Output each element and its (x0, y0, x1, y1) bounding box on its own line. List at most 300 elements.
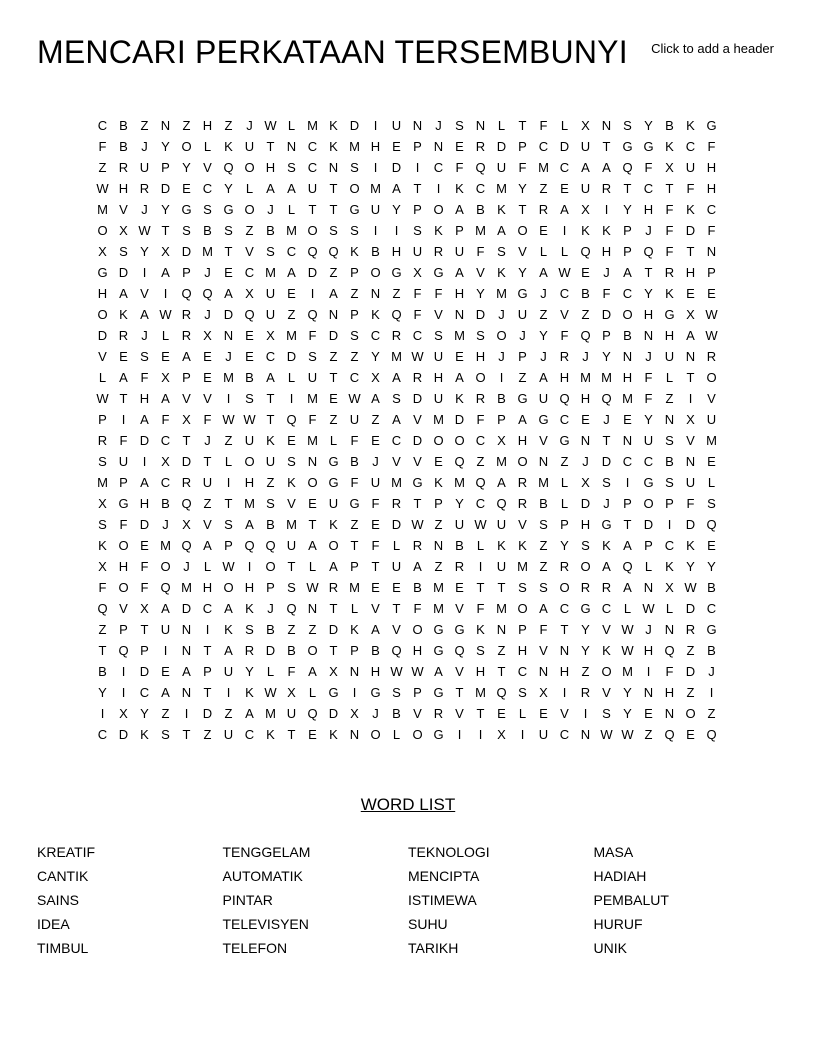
grid-letter: A (686, 328, 695, 343)
grid-letter: T (203, 643, 212, 658)
grid-letter: X (686, 307, 695, 322)
grid-letter: R (181, 307, 192, 322)
grid-letter: W (684, 580, 697, 595)
grid-letter: F (476, 244, 485, 259)
grid-letter: N (370, 286, 381, 301)
grid-letter: J (603, 496, 610, 511)
grid-letter: E (623, 412, 632, 427)
grid-letter: T (497, 664, 506, 679)
grid-letter: E (119, 349, 128, 364)
grid-letter: J (162, 517, 169, 532)
grid-letter: L (560, 244, 569, 259)
word-list-item: MASA (593, 844, 634, 860)
grid-letter: F (140, 370, 149, 385)
grid-letter: S (98, 454, 107, 469)
grid-letter: O (244, 160, 255, 175)
grid-letter: T (560, 622, 569, 637)
grid-letter: P (98, 412, 107, 427)
grid-letter: O (223, 580, 234, 595)
grid-letter: X (119, 706, 128, 721)
grid-letter: N (433, 538, 444, 553)
grid-letter: N (538, 664, 549, 679)
grid-letter: I (499, 370, 504, 385)
grid-letter: Q (454, 454, 465, 469)
grid-letter: P (161, 160, 170, 175)
grid-letter: E (539, 706, 548, 721)
grid-letter: Z (644, 727, 653, 742)
grid-letter: C (559, 160, 570, 175)
grid-letter: H (244, 475, 255, 490)
grid-letter: M (622, 664, 633, 679)
grid-letter: Z (203, 727, 212, 742)
grid-letter: G (391, 265, 402, 280)
grid-letter: A (455, 370, 464, 385)
grid-letter: O (559, 580, 570, 595)
word-list-title: WORD LIST (360, 795, 456, 814)
grid-letter: Z (560, 454, 569, 469)
grid-letter: N (580, 727, 591, 742)
grid-letter: Q (328, 244, 339, 259)
grid-letter: Y (623, 202, 632, 217)
grid-letter: F (707, 139, 716, 154)
grid-letter: G (706, 622, 717, 637)
grid-letter: V (203, 160, 212, 175)
grid-letter: M (286, 328, 297, 343)
grid-letter: M (454, 328, 465, 343)
grid-letter: Q (475, 475, 486, 490)
grid-letter: C (559, 286, 570, 301)
grid-letter: D (139, 664, 150, 679)
grid-letter: Z (98, 160, 107, 175)
grid-letter: V (518, 244, 527, 259)
grid-letter: S (392, 391, 401, 406)
grid-letter: U (307, 181, 318, 196)
grid-letter: Z (266, 475, 275, 490)
grid-letter: K (602, 643, 611, 658)
grid-letter: K (665, 559, 674, 574)
grid-letter: L (245, 181, 254, 196)
grid-letter: V (455, 601, 464, 616)
grid-letter: V (476, 265, 485, 280)
grid-letter: E (581, 265, 590, 280)
grid-letter: Q (622, 160, 633, 175)
grid-letter: L (665, 370, 674, 385)
grid-letter: L (329, 433, 338, 448)
grid-letter: M (433, 412, 444, 427)
grid-letter: T (623, 181, 632, 196)
grid-letter: H (139, 496, 150, 511)
grid-letter: A (602, 559, 611, 574)
grid-letter: X (182, 412, 191, 427)
grid-letter: M (286, 223, 297, 238)
grid-letter: O (265, 559, 276, 574)
grid-letter: K (266, 727, 275, 742)
grid-letter: I (184, 706, 189, 721)
grid-letter: B (413, 580, 422, 595)
grid-letter: A (623, 580, 632, 595)
grid-letter: F (476, 601, 485, 616)
add-header-placeholder[interactable]: Click to add a header (651, 41, 774, 56)
grid-letter: J (204, 307, 211, 322)
grid-letter: Y (245, 664, 254, 679)
grid-letter: N (349, 664, 360, 679)
grid-letter: R (475, 139, 486, 154)
grid-letter: Q (601, 391, 612, 406)
grid-letter: T (413, 181, 422, 196)
grid-letter: P (623, 496, 632, 511)
grid-letter: Y (455, 496, 464, 511)
grid-letter: D (97, 328, 108, 343)
word-list-item: KREATIF (37, 844, 96, 860)
grid-letter: M (475, 685, 486, 700)
grid-letter: R (244, 643, 255, 658)
grid-letter: C (202, 181, 213, 196)
grid-letter: U (286, 706, 297, 721)
grid-letter: J (645, 349, 652, 364)
grid-letter: Q (244, 307, 255, 322)
grid-letter: Z (245, 223, 254, 238)
grid-letter: R (601, 580, 612, 595)
grid-letter: K (224, 622, 233, 637)
grid-letter: O (181, 139, 192, 154)
grid-letter: C (706, 202, 717, 217)
grid-letter: A (266, 370, 275, 385)
grid-letter: C (265, 349, 276, 364)
grid-letter: A (329, 286, 338, 301)
grid-letter: N (601, 118, 612, 133)
grid-letter: T (182, 727, 191, 742)
grid-letter: D (160, 181, 171, 196)
grid-letter: M (307, 433, 318, 448)
word-list-item: TENGGELAM (222, 844, 311, 860)
grid-letter: E (371, 517, 380, 532)
grid-letter: A (140, 307, 149, 322)
grid-letter: V (602, 622, 611, 637)
grid-letter: T (371, 559, 380, 574)
grid-letter: H (664, 328, 675, 343)
grid-letter: R (517, 475, 528, 490)
grid-letter: E (308, 727, 317, 742)
grid-letter: I (562, 223, 567, 238)
grid-letter: G (349, 496, 360, 511)
grid-letter: J (498, 307, 505, 322)
grid-letter: C (559, 601, 570, 616)
grid-letter: U (391, 559, 402, 574)
grid-letter: I (457, 727, 462, 742)
grid-letter: H (412, 643, 423, 658)
grid-letter: E (224, 265, 233, 280)
grid-letter: J (141, 202, 148, 217)
grid-letter: U (244, 433, 255, 448)
grid-letter: U (538, 391, 549, 406)
word-list-item: TELEFON (222, 940, 288, 956)
grid-letter: J (267, 202, 274, 217)
grid-letter: L (308, 559, 317, 574)
grid-letter: E (371, 580, 380, 595)
grid-letter: K (245, 601, 254, 616)
grid-letter: D (181, 454, 192, 469)
grid-letter: L (623, 601, 632, 616)
grid-letter: E (644, 706, 653, 721)
grid-letter: X (350, 706, 359, 721)
grid-letter: J (141, 328, 148, 343)
grid-letter: H (202, 118, 213, 133)
grid-letter: Z (98, 622, 107, 637)
grid-letter: G (412, 475, 423, 490)
grid-letter: Q (391, 307, 402, 322)
word-list-item: ISTIMEWA (408, 892, 477, 908)
grid-letter: G (538, 412, 549, 427)
grid-letter: R (517, 496, 528, 511)
grid-letter: I (352, 685, 357, 700)
word-list-item: TIMBUL (37, 940, 89, 956)
grid-letter: S (245, 391, 254, 406)
grid-letter: O (517, 601, 528, 616)
grid-letter: G (328, 685, 339, 700)
grid-letter: S (287, 160, 296, 175)
grid-letter: K (686, 118, 695, 133)
grid-letter: G (517, 391, 528, 406)
grid-letter: R (685, 622, 696, 637)
word-list-item: HADIAH (593, 868, 647, 884)
grid-letter: P (182, 265, 191, 280)
grid-letter: K (581, 223, 590, 238)
grid-letter: L (266, 664, 275, 679)
grid-letter: S (455, 118, 464, 133)
grid-letter: D (118, 265, 129, 280)
grid-letter: L (644, 559, 653, 574)
grid-letter: P (203, 664, 212, 679)
grid-letter: F (602, 286, 611, 301)
grid-letter: W (306, 580, 319, 595)
grid-letter: T (308, 517, 317, 532)
grid-letter: N (433, 139, 444, 154)
grid-letter: Z (539, 181, 548, 196)
grid-letter: K (602, 223, 611, 238)
grid-letter: I (121, 664, 126, 679)
grid-letter: Z (203, 496, 212, 511)
grid-letter: J (603, 265, 610, 280)
grid-letter: L (203, 559, 212, 574)
grid-letter: H (706, 181, 717, 196)
grid-letter: W (96, 181, 109, 196)
grid-letter: R (580, 580, 591, 595)
grid-letter: Z (539, 559, 548, 574)
grid-letter: V (539, 433, 548, 448)
grid-letter: I (373, 223, 378, 238)
grid-letter: G (433, 265, 444, 280)
grid-letter: U (223, 727, 234, 742)
grid-letter: B (266, 517, 275, 532)
grid-letter: Q (181, 496, 192, 511)
grid-letter: D (391, 517, 402, 532)
grid-letter: I (436, 181, 441, 196)
grid-letter: Q (559, 391, 570, 406)
grid-letter: E (539, 223, 548, 238)
grid-letter: U (433, 391, 444, 406)
grid-letter: L (287, 202, 296, 217)
grid-letter: H (517, 433, 528, 448)
grid-letter: O (517, 223, 528, 238)
grid-letter: M (244, 496, 255, 511)
grid-letter: L (665, 601, 674, 616)
grid-letter: V (455, 664, 464, 679)
grid-letter: K (434, 223, 443, 238)
grid-letter: G (349, 202, 360, 217)
grid-letter: J (372, 706, 379, 721)
grid-letter: H (601, 244, 612, 259)
grid-letter: Y (140, 706, 149, 721)
grid-letter: S (98, 517, 107, 532)
grid-letter: J (582, 349, 589, 364)
grid-letter: Z (140, 118, 149, 133)
grid-letter: D (580, 496, 591, 511)
grid-letter: G (454, 622, 465, 637)
grid-letter: S (245, 622, 254, 637)
grid-letter: H (244, 580, 255, 595)
grid-letter: O (622, 307, 633, 322)
grid-letter: H (580, 391, 591, 406)
grid-letter: K (434, 475, 443, 490)
grid-letter: M (538, 160, 549, 175)
grid-letter: W (621, 622, 634, 637)
grid-letter: O (643, 496, 654, 511)
grid-letter: Y (140, 244, 149, 259)
grid-letter: O (517, 454, 528, 469)
grid-letter: M (496, 601, 507, 616)
grid-letter: H (706, 160, 717, 175)
grid-letter: I (163, 286, 168, 301)
grid-letter: A (140, 475, 149, 490)
grid-letter: N (664, 706, 675, 721)
grid-letter: G (643, 139, 654, 154)
grid-letter: B (98, 664, 107, 679)
grid-letter: Q (118, 643, 129, 658)
grid-letter: Q (622, 559, 633, 574)
grid-letter: N (538, 454, 549, 469)
grid-letter: J (645, 622, 652, 637)
grid-letter: V (413, 706, 422, 721)
grid-letter: M (97, 475, 108, 490)
grid-letter: K (329, 727, 338, 742)
grid-letter: A (161, 685, 170, 700)
grid-letter: F (203, 412, 212, 427)
grid-letter: P (518, 622, 527, 637)
grid-letter: A (224, 643, 233, 658)
grid-letter: P (350, 265, 359, 280)
grid-letter: R (433, 706, 444, 721)
grid-letter: J (204, 433, 211, 448)
grid-letter: A (161, 601, 170, 616)
grid-letter: F (119, 517, 128, 532)
grid-letter: G (328, 475, 339, 490)
grid-letter: L (203, 139, 212, 154)
grid-letter: J (267, 601, 274, 616)
grid-letter: R (475, 391, 486, 406)
grid-letter: Z (371, 412, 380, 427)
grid-letter: I (646, 664, 651, 679)
grid-letter: R (118, 328, 129, 343)
grid-letter: J (603, 412, 610, 427)
grid-letter: I (688, 391, 693, 406)
word-list-item: PINTAR (222, 892, 273, 908)
grid-letter: R (412, 538, 423, 553)
grid-letter: A (308, 538, 317, 553)
grid-letter: A (182, 349, 191, 364)
grid-letter: Q (454, 643, 465, 658)
page-title: MENCARI PERKATAAN TERSEMBUNYI (37, 34, 628, 70)
grid-letter: D (328, 622, 339, 637)
grid-letter: D (286, 349, 297, 364)
grid-letter: I (478, 559, 483, 574)
grid-letter: A (392, 412, 401, 427)
grid-letter: P (623, 223, 632, 238)
grid-letter: P (518, 349, 527, 364)
grid-letter: T (203, 454, 212, 469)
grid-letter: K (665, 139, 674, 154)
grid-letter: O (307, 475, 318, 490)
grid-letter: P (413, 139, 422, 154)
grid-letter: S (434, 328, 443, 343)
grid-letter: D (391, 160, 402, 175)
grid-letter: U (412, 244, 423, 259)
grid-letter: Y (623, 685, 632, 700)
grid-letter: C (664, 538, 675, 553)
grid-letter: W (411, 517, 424, 532)
grid-letter: J (204, 265, 211, 280)
grid-letter: R (538, 202, 549, 217)
grid-letter: R (328, 580, 339, 595)
grid-letter: R (454, 559, 465, 574)
grid-letter: O (706, 370, 717, 385)
grid-letter: J (540, 286, 547, 301)
grid-letter: Q (181, 286, 192, 301)
grid-letter: G (643, 475, 654, 490)
grid-letter: I (226, 391, 231, 406)
grid-letter: O (412, 622, 423, 637)
grid-letter: A (161, 265, 170, 280)
grid-letter: K (224, 139, 233, 154)
grid-letter: C (370, 328, 381, 343)
grid-letter: O (580, 559, 591, 574)
grid-letter: S (224, 517, 233, 532)
grid-letter: X (119, 223, 128, 238)
grid-letter: K (350, 244, 359, 259)
grid-letter: X (686, 412, 695, 427)
grid-letter: T (623, 517, 632, 532)
grid-letter: O (97, 223, 108, 238)
grid-letter: C (475, 433, 486, 448)
grid-letter: O (412, 727, 423, 742)
grid-letter: V (455, 706, 464, 721)
grid-letter: Q (202, 286, 213, 301)
grid-letter: Q (286, 601, 297, 616)
grid-letter: U (139, 160, 150, 175)
grid-letter: X (581, 202, 590, 217)
grid-letter: J (645, 223, 652, 238)
grid-letter: F (644, 370, 653, 385)
grid-letter: S (539, 580, 548, 595)
grid-letter: T (182, 433, 191, 448)
grid-letter: U (643, 433, 654, 448)
grid-letter: C (349, 370, 360, 385)
grid-letter: T (644, 265, 653, 280)
grid-letter: C (538, 139, 549, 154)
grid-letter: I (604, 202, 609, 217)
grid-letter: D (223, 307, 234, 322)
grid-letter: I (478, 727, 483, 742)
word-list-item: TARIKH (408, 940, 459, 956)
